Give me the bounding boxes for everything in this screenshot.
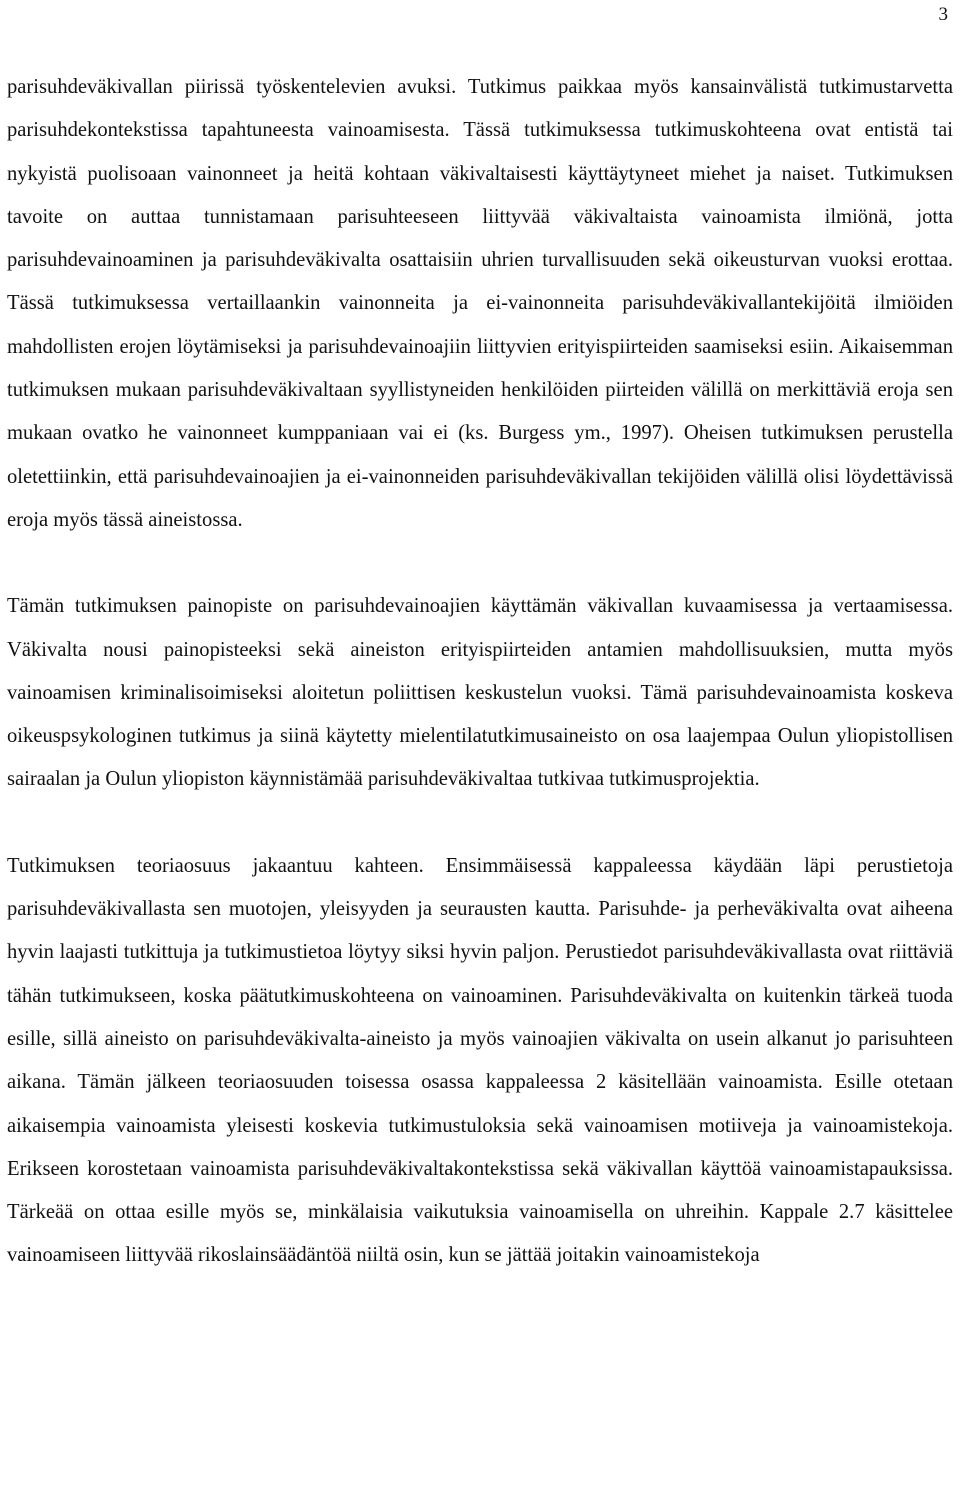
paragraph-1: parisuhdeväkivallan piirissä työskentelevien avuksi. Tutkimus paikkaa myös kansainvälistä tutkimustarvetta parisuhdekontekstissa tapahtuneesta vainoamisesta. Tässä tutkimuksessa tutkimuskohteena ovat entistä tai nykyistä puolisoaan vainonneet ja heitä kohtaan väkivaltaisesti käyttäytyneet miehet ja naiset. Tutkimuksen tavoite on auttaa tunnistamaan parisuhteeseen liittyvää väkivaltaista vainoamista ilmiönä, jotta parisuhdevainoaminen ja parisuhdeväkivalta osattaisiin uhrien turvallisuuden sekä oikeusturvan vuoksi erottaa. Tässä tutkimuksessa vertaillaankin vainonneita ja ei-vainonneita parisuhdeväkivallantekijöitä ilmiöiden mahdollisten erojen löytämiseksi ja parisuhdevainoajiin liittyvien erityispiirteiden saamiseksi esiin. Aikaisemman tutkimuksen mukaan parisuhdeväkivaltaan syyllistyneiden henkilöiden piirteiden välillä on merkittäviä eroja sen mukaan ovatko he vainonneet kumppaniaan vai ei (ks. Burgess ym., 1997). Oheisen tutkimuksen perustella oletettiinkin, että parisuhdevainoajien ja ei-vainonneiden parisuhdeväkivallan tekijöiden välillä olisi löydettävissä eroja myös tässä aineistossa.: [7, 76, 953, 531]
document-body: [7, 66, 953, 1278]
paragraph-3: Tutkimuksen teoriaosuus jakaantuu kahteen. Ensimmäisessä kappaleessa käydään läpi perustietoja parisuhdeväkivallasta sen muotojen, yleisyyden ja seurausten kautta. Parisuhde- ja perheväkivalta ovat aiheena hyvin laajasti tutkittuja ja tutkimustietoa löytyy siksi hyvin paljon. Perustiedot parisuhdeväkivallasta ovat riittäviä tähän tutkimukseen, koska päätutkimuskohteena on vainoaminen. Parisuhdeväkivalta on kuitenkin tärkeä tuoda esille, sillä aineisto on parisuhdeväkivalta-aineisto ja myös vainoajien väkivalta on usein alkanut jo parisuhteen aikana. Tämän jälkeen teoriaosuuden toisessa osassa kappaleessa 2 käsitellään vainoamista. Esille otetaan aikaisempia vainoamista yleisesti koskevia tutkimustuloksia sekä vainoamisen motiiveja ja vainoamistekoja. Erikseen korostetaan vainoamista parisuhdeväkivaltakontekstissa sekä väkivallan käyttöä vainoamistapauksissa. Tärkeää on ottaa esille myös se, minkälaisia vaikutuksia vainoamisella on uhreihin. Kappale 2.7 käsittelee vainoamiseen liittyvää rikoslainsäädäntöä niiltä osin, kun se jättää joitakin vainoamistekoja: [7, 854, 953, 1267]
paragraph-2: Tämän tutkimuksen painopiste on parisuhdevainoajien käyttämän väkivallan kuvaamisessa ja vertaamisessa. Väkivalta nousi painopisteeksi sekä aineiston erityispiirteiden antamien mahdollisuuksien, mutta myös vainoamisen kriminalisoimiseksi aloitetun poliittisen keskustelun vuoksi. Tämä parisuhdevainoamista koskeva oikeuspsykologinen tutkimus ja siinä käytetty mielentilatutkimusaineisto on osa laajempaa Oulun yliopistollisen sairaalan ja Oulun yliopiston käynnistämää parisuhdeväkivaltaa tutkivaa tutkimusprojektia.: [7, 595, 953, 791]
page-number: 3: [938, 4, 948, 25]
